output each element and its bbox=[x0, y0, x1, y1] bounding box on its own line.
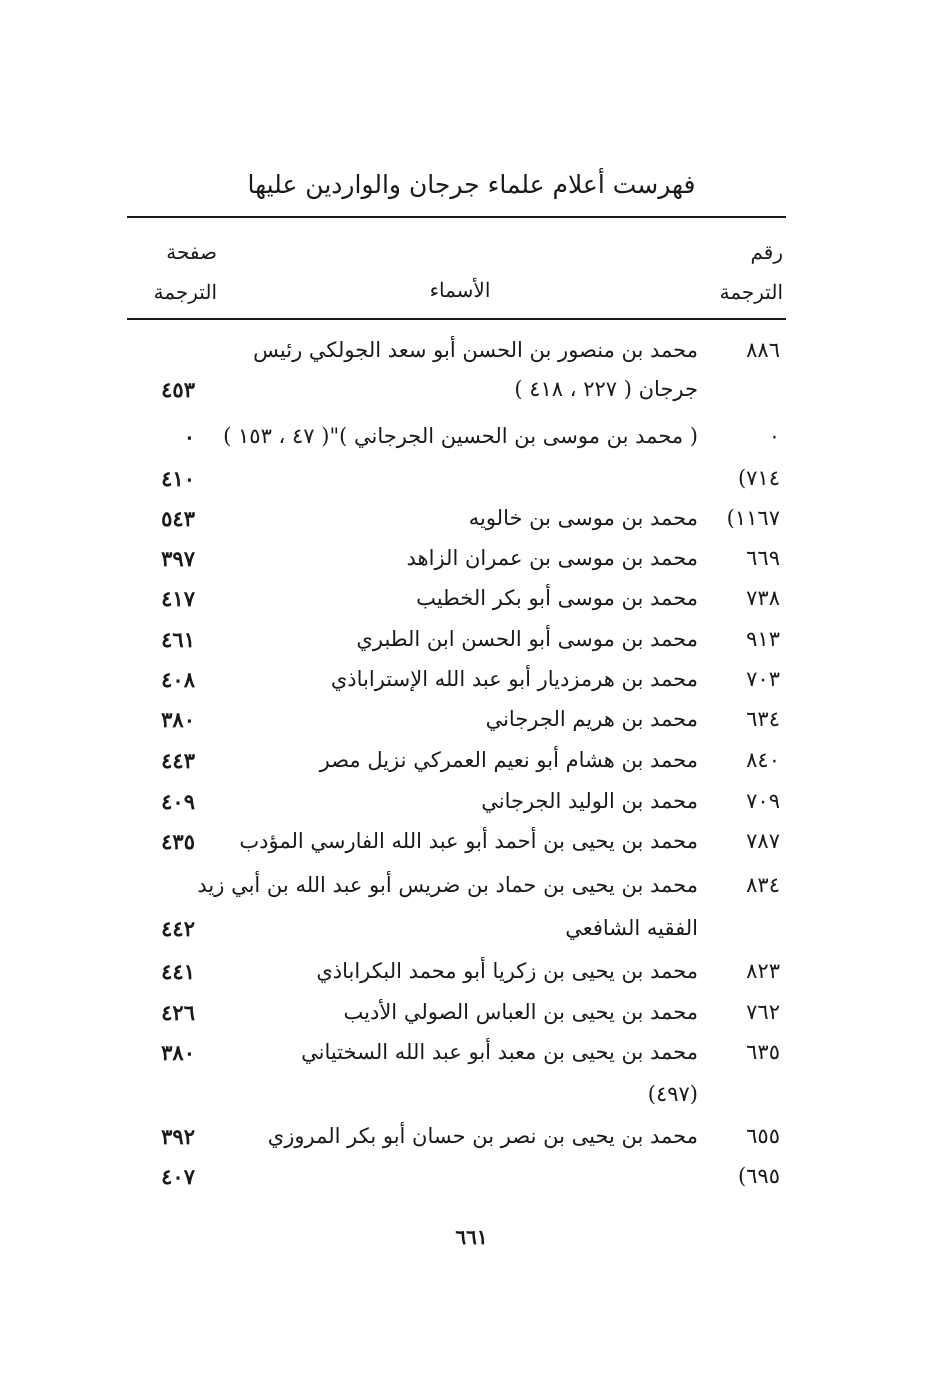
table-row bbox=[127, 420, 786, 460]
page-number: ٦٦١ bbox=[455, 1225, 488, 1249]
table-row bbox=[127, 744, 786, 784]
entry-name: محمد بن هريم الجرجاني bbox=[485, 707, 698, 731]
entry-name: (٤٩٧) bbox=[647, 1082, 698, 1106]
header-top-rule bbox=[127, 216, 786, 218]
entry-page: ٤٤٢ bbox=[161, 916, 195, 941]
table-row bbox=[127, 955, 786, 995]
entry-name: جرجان ( ٢٢٧ ، ٤١٨ ) bbox=[514, 377, 698, 401]
entry-page: ٣٩٧ bbox=[161, 546, 195, 571]
column-header-page bbox=[137, 232, 217, 312]
entry-page: ٤٠٧ bbox=[161, 1164, 195, 1189]
entry-number: ٨٢٣ bbox=[746, 959, 780, 983]
column-header-page-line2: الترجمة bbox=[153, 280, 217, 304]
entry-number: ٦٩٥) bbox=[737, 1164, 780, 1188]
column-header-names: الأسماء bbox=[429, 278, 491, 302]
entry-page: ٣٨٠ bbox=[161, 707, 195, 732]
entry-page: ٤١٧ bbox=[161, 586, 195, 611]
entry-number: ٦٦٩ bbox=[746, 546, 780, 570]
entry-number: ٧٨٧ bbox=[746, 829, 780, 853]
entry-name: محمد بن الوليد الجرجاني bbox=[481, 789, 698, 813]
table-row bbox=[127, 462, 786, 502]
table-row bbox=[127, 623, 786, 663]
entry-page: ٣٩٢ bbox=[161, 1124, 195, 1149]
entry-page: ٤٠٨ bbox=[161, 667, 195, 692]
entry-name: محمد بن منصور بن الحسن أبو سعد الجولكي رئيس bbox=[253, 338, 698, 362]
entry-page: ٤٠٩ bbox=[161, 789, 195, 814]
column-header-number-line1: رقم bbox=[750, 240, 783, 264]
entry-name: الفقيه الشافعي bbox=[565, 916, 698, 940]
entry-name: محمد بن موسى أبو الحسن ابن الطبري bbox=[356, 627, 698, 651]
entry-name: محمد بن يحيى بن نصر بن حسان أبو بكر المروزي bbox=[267, 1124, 698, 1148]
entry-number: ٨٤٠ bbox=[746, 748, 780, 772]
table-row bbox=[127, 912, 786, 952]
entry-page: ٤٥٣ bbox=[161, 377, 195, 402]
entry-number: ٧٣٨ bbox=[746, 586, 780, 610]
entry-number: ٨٣٤ bbox=[746, 873, 780, 897]
column-header-number bbox=[720, 232, 783, 312]
entry-name: محمد بن يحيى بن العباس الصولي الأديب bbox=[343, 1000, 698, 1024]
entry-page: ٤٤٣ bbox=[161, 748, 195, 773]
entry-page: ٤٦١ bbox=[161, 627, 195, 652]
table-row bbox=[127, 703, 786, 743]
table-row bbox=[127, 663, 786, 703]
entry-page: ٠ bbox=[183, 424, 195, 449]
entry-name: محمد بن يحيى بن حماد بن ضريس أبو عبد الله بن أبي زيد bbox=[197, 873, 698, 897]
entry-number: ٩١٣ bbox=[746, 627, 780, 651]
entry-number: ٨٨٦ bbox=[746, 338, 780, 362]
table-row bbox=[127, 785, 786, 825]
entry-number: ٧٠٣ bbox=[746, 667, 780, 691]
table-row bbox=[127, 334, 786, 374]
entry-name: محمد بن موسى بن خالويه bbox=[468, 506, 698, 530]
entry-number: ١١٦٧) bbox=[726, 506, 780, 530]
table-row bbox=[127, 502, 786, 542]
entry-name: محمد بن موسى بن عمران الزاهد bbox=[406, 546, 698, 570]
table-row bbox=[127, 542, 786, 582]
entry-number: ٦٣٥ bbox=[746, 1040, 780, 1064]
column-header-page-line1: صفحة bbox=[166, 240, 217, 264]
entry-page: ٣٨٠ bbox=[161, 1040, 195, 1065]
table-row bbox=[127, 373, 786, 413]
table-row bbox=[127, 1120, 786, 1160]
entry-number: ٧١٤) bbox=[737, 466, 780, 490]
entry-number: ٦٣٤ bbox=[746, 707, 780, 731]
entry-name: محمد بن هرمزديار أبو عبد الله الإستراباذي bbox=[330, 667, 698, 691]
table-row bbox=[127, 869, 786, 909]
table-row bbox=[127, 1078, 786, 1118]
entry-number: ٦٥٥ bbox=[746, 1124, 780, 1148]
table-row bbox=[127, 996, 786, 1036]
entry-page: ٤٣٥ bbox=[161, 829, 195, 854]
entry-name: محمد بن يحيى بن أحمد أبو عبد الله الفارسي المؤدب bbox=[239, 829, 698, 853]
entry-name: محمد بن يحيى بن معبد أبو عبد الله السختياني bbox=[301, 1040, 698, 1064]
table-row bbox=[127, 825, 786, 865]
entry-number: ٠ bbox=[768, 424, 780, 448]
page-title: فهرست أعلام علماء جرجان والواردين عليها bbox=[247, 170, 696, 199]
entry-page: ٥٤٣ bbox=[161, 506, 195, 531]
entry-number: ٧٠٩ bbox=[746, 789, 780, 813]
table-row bbox=[127, 1160, 786, 1200]
entry-page: ٤٢٦ bbox=[161, 1000, 195, 1025]
column-header-number-line2: الترجمة bbox=[719, 280, 783, 304]
entry-name: ( محمد بن موسى بن الحسين الجرجاني )"( ٤٧ ، ١٥٣ ) bbox=[223, 424, 698, 448]
table-row bbox=[127, 582, 786, 622]
entry-name: محمد بن هشام أبو نعيم العمركي نزيل مصر bbox=[319, 748, 698, 772]
entry-number: ٧٦٢ bbox=[746, 1000, 780, 1024]
entry-page: ٤١٠ bbox=[161, 466, 195, 491]
entry-page: ٤٤١ bbox=[161, 959, 195, 984]
entry-name: محمد بن موسى أبو بكر الخطيب bbox=[416, 586, 698, 610]
table-row bbox=[127, 1036, 786, 1076]
header-bottom-rule bbox=[127, 318, 786, 320]
entry-name: محمد بن يحيى بن زكريا أبو محمد البكراباذي bbox=[316, 959, 698, 983]
